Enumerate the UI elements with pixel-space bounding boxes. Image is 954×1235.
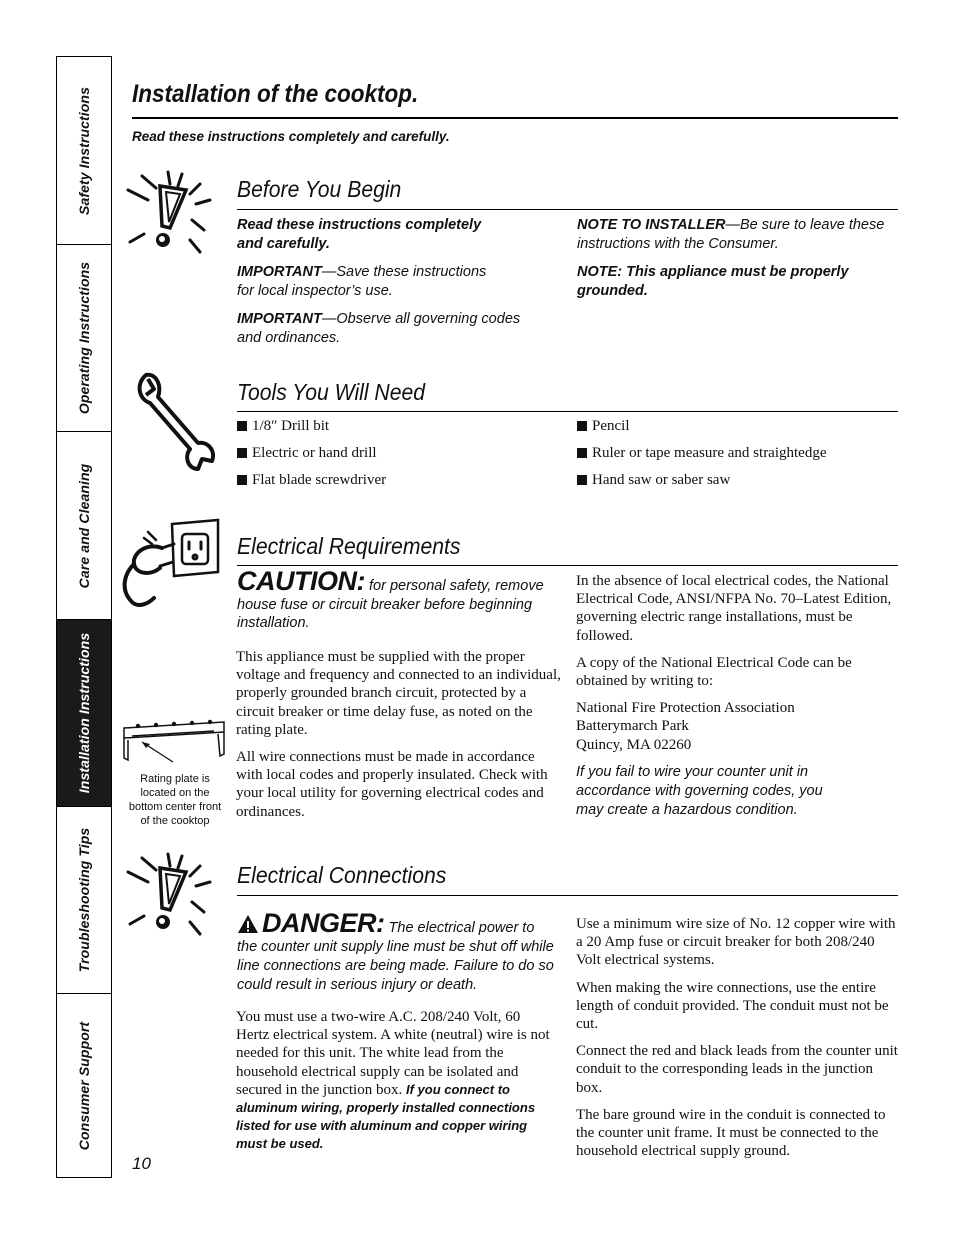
bullet-icon	[237, 475, 247, 485]
tab-operating-instructions[interactable]	[57, 245, 111, 432]
address-line: National Fire Protection Association	[576, 700, 795, 717]
page-subtitle: Read these instructions completely and carefully.	[132, 129, 450, 144]
electrical-left-column	[236, 648, 561, 821]
before-right-column	[577, 216, 887, 301]
aluminum-wiring-warning: If you connect to aluminum wiring, properly installed connections listed for use with aluminum and copper wiring must be used.	[236, 1081, 536, 1152]
important-label: IMPORTANT	[237, 311, 322, 327]
tab-consumer-support[interactable]	[57, 994, 111, 1177]
paragraph: When making the wire connections, use the entire length of conduit provided. The conduit must not be cut.	[576, 979, 889, 1033]
list-item	[237, 472, 386, 489]
paragraph	[236, 1008, 554, 1154]
list-item-text: Flat blade screwdriver	[252, 472, 387, 488]
paragraph: The bare ground wire in the conduit is connected to the counter unit frame. It must be connected to the household electrical supply ground.	[576, 1106, 886, 1160]
bullet-icon	[577, 448, 587, 458]
tab-installation-instructions[interactable]	[57, 620, 111, 807]
list-item-text: Pencil	[592, 418, 630, 434]
list-item	[237, 418, 329, 435]
warning-triangle-icon	[237, 914, 259, 934]
list-item	[577, 418, 630, 435]
bullet-icon	[237, 448, 247, 458]
caution-text: for personal safety, remove house fuse or circuit breaker before beginning installation.	[237, 578, 544, 631]
section-heading-electrical-requirements: Electrical Requirements	[237, 533, 461, 559]
tab-label: Operating Instructions	[76, 261, 92, 415]
electrical-plug-icon	[118, 518, 223, 613]
exclamation-icon	[120, 852, 220, 937]
section-divider	[237, 895, 898, 896]
paragraph: All wire connections must be made in accordance with local codes and properly insulated. Check with your local utility for governing electrical codes and ordinances.	[236, 749, 548, 820]
tab-troubleshooting-tips[interactable]	[57, 807, 111, 994]
section-heading-before-you-begin: Before You Begin	[237, 176, 402, 202]
danger-block	[237, 908, 557, 995]
sidebar-tabs	[56, 56, 112, 1178]
grounding-note: NOTE: This appliance must be properly grounded.	[577, 264, 849, 299]
tab-label: Troubleshooting Tips	[76, 827, 92, 973]
paragraph: A copy of the National Electrical Code can be obtained by writing to:	[576, 654, 852, 690]
note-to-installer	[577, 216, 887, 254]
important-observe-note	[237, 310, 537, 348]
tab-safety-instructions[interactable]	[57, 57, 111, 245]
danger-label: DANGER:	[262, 908, 385, 938]
danger-notice	[237, 908, 557, 995]
connections-left-column	[236, 1008, 554, 1154]
important-save-note	[237, 263, 507, 301]
hazard-warning: If you fail to wire your counter unit in accordance with governing codes, you may create a hazardous condition.	[576, 763, 823, 818]
tab-label: Installation Instructions	[76, 632, 92, 794]
caution-notice	[237, 566, 557, 633]
exclamation-icon	[120, 170, 220, 255]
paragraph: Use a minimum wire size of No. 12 copper wire with a 20 Amp fuse or circuit breaker for both 208/240 Volt electrical systems.	[576, 916, 896, 969]
list-item	[237, 445, 377, 462]
paragraph: This appliance must be supplied with the proper voltage and frequency and connected to an individual, properly grounded branch circuit, protected by a circuit breaker or time delay fuse, as noted on the rating plate.	[236, 649, 561, 738]
wrench-icon	[132, 365, 222, 475]
list-item-text: Electric or hand drill	[252, 445, 377, 461]
page-number: 10	[132, 1154, 151, 1173]
bullet-icon	[577, 421, 587, 431]
important-label: IMPORTANT	[237, 264, 322, 280]
page-title: Installation of the cooktop.	[132, 80, 419, 108]
bullet-icon	[577, 475, 587, 485]
list-item-text: Ruler or tape measure and straightedge	[592, 445, 827, 461]
address-line: Quincy, MA 02260	[576, 736, 692, 753]
list-item-text: 1/8″ Drill bit	[252, 418, 330, 434]
list-item	[577, 472, 730, 489]
tab-care-and-cleaning[interactable]	[57, 432, 111, 620]
rating-plate-caption: Rating plate is located on the bottom center front of the cooktop	[128, 773, 222, 827]
important-text: —Observe all governing codes and ordinances.	[237, 311, 521, 346]
electrical-right-column	[576, 572, 896, 820]
section-divider	[237, 411, 898, 412]
section-heading-tools: Tools You Will Need	[237, 379, 426, 405]
title-divider	[132, 117, 898, 119]
paragraph: Connect the red and black leads from the counter unit conduit to the corresponding leads in the junction box.	[576, 1043, 898, 1096]
rating-plate-diagram	[118, 716, 230, 772]
list-item	[577, 445, 827, 462]
read-instructions-note: Read these instructions completely and carefully.	[237, 217, 482, 252]
section-heading-electrical-connections: Electrical Connections	[237, 862, 447, 888]
paragraph: In the absence of local electrical codes, the National Electrical Code, ANSI/NFPA No. 70–Latest Edition, governing electric range installations, must be followed.	[576, 573, 892, 644]
tab-label: Consumer Support	[76, 1021, 92, 1150]
important-text: —Save these instructions for local inspector’s use.	[237, 264, 487, 299]
tab-label: Care and Cleaning	[76, 463, 92, 588]
note-text: —Be sure to leave these instructions with the Consumer.	[577, 217, 885, 252]
list-item-text: Hand saw or saber saw	[592, 472, 731, 488]
section-divider	[237, 209, 898, 210]
danger-text: The electrical power to the counter unit supply line must be shut off while line connections are being made. Failure to do so could result in serious injury or death.	[237, 920, 554, 993]
note-label: NOTE TO INSTALLER	[577, 217, 726, 233]
before-left-column	[237, 216, 547, 348]
paragraph-text: You must use a two-wire A.C. 208/240 Volt, 60 Hertz electrical system. A white (neutral) wire is not needed for this unit. The white lead from the household electrical supply can be isolated and secured in the junction box.	[236, 1009, 550, 1098]
caution-label: CAUTION:	[237, 566, 365, 596]
address-line: Batterymarch Park	[576, 718, 689, 735]
tab-label: Safety Instructions	[76, 86, 92, 215]
bullet-icon	[237, 421, 247, 431]
caution-block	[237, 566, 557, 633]
connections-right-column	[576, 915, 898, 1160]
